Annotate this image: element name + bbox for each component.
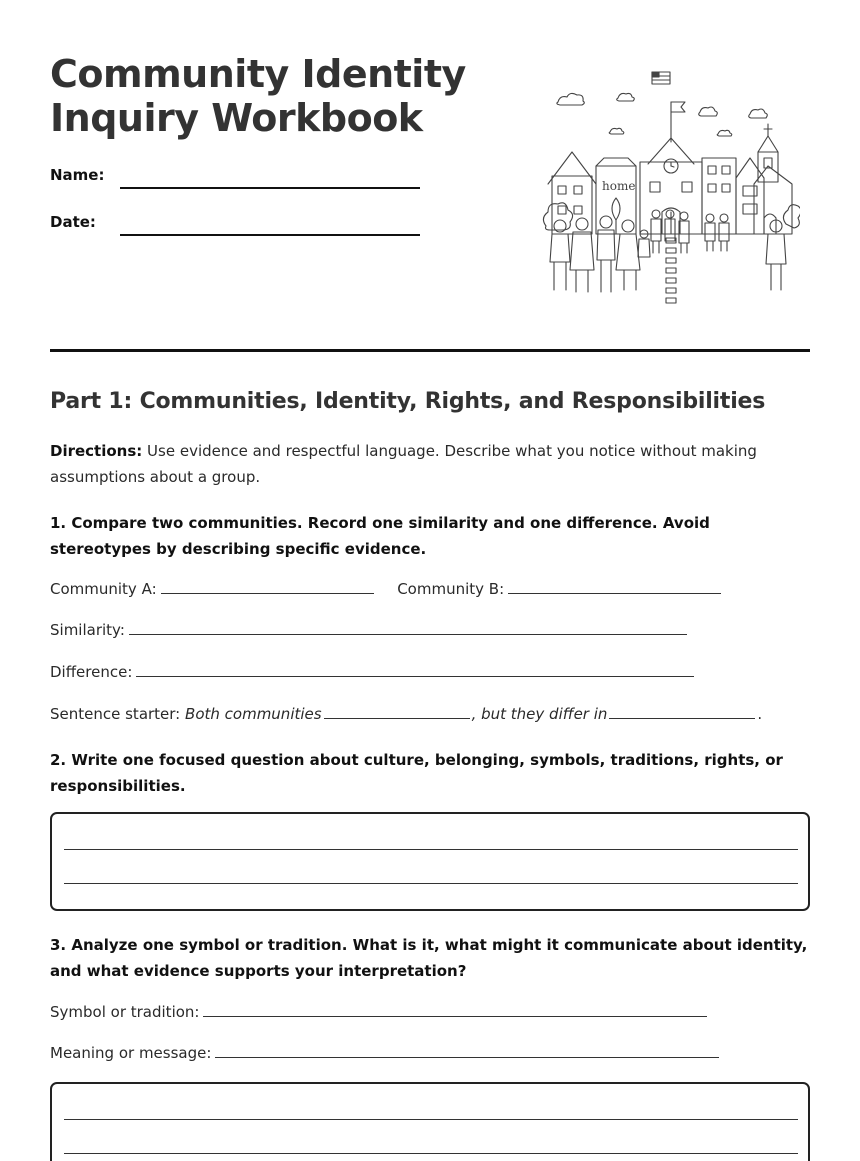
sentence-starter-row bbox=[50, 703, 762, 725]
question-1-prompt: 1. Compare two communities. Record one similarity and one difference. Avoid stereotypes by describing specific evidence. bbox=[50, 514, 710, 558]
starter-part-1: Both communities bbox=[185, 705, 322, 723]
school-icon bbox=[640, 102, 702, 234]
page-title bbox=[50, 52, 520, 140]
section-title: Part 1: Communities, Identity, Rights, and Responsibilities bbox=[50, 389, 766, 414]
starter-blank-1[interactable] bbox=[324, 704, 470, 719]
home-building-icon bbox=[596, 158, 636, 234]
answer-line bbox=[64, 1153, 798, 1154]
starter-end: . bbox=[757, 705, 763, 723]
meaning-label: Meaning or message: bbox=[50, 1044, 212, 1062]
question-2-answer-box[interactable] bbox=[50, 812, 810, 911]
date-field[interactable] bbox=[50, 213, 430, 243]
community-a-blank[interactable] bbox=[161, 579, 374, 594]
flag-icon bbox=[652, 72, 670, 84]
symbol-blank[interactable] bbox=[203, 1002, 707, 1017]
directions-label: Directions: bbox=[50, 442, 143, 460]
starter-blank-2[interactable] bbox=[609, 704, 755, 719]
community-row bbox=[50, 578, 721, 600]
meaning-blank[interactable] bbox=[215, 1043, 719, 1058]
title-line-2: Inquiry Workbook bbox=[50, 96, 423, 140]
difference-label: Difference: bbox=[50, 663, 133, 681]
community-a-label: Community A: bbox=[50, 580, 157, 598]
answer-line bbox=[64, 849, 798, 850]
starter-label: Sentence starter: bbox=[50, 705, 181, 723]
answer-line bbox=[64, 1119, 798, 1120]
meaning-row bbox=[50, 1042, 719, 1064]
question-3-prompt: 3. Analyze one symbol or tradition. What is it, what might it communicate about identity, and what evidence supports your interpretation? bbox=[50, 936, 808, 980]
starter-part-2: , but they differ in bbox=[471, 705, 608, 723]
symbol-row bbox=[50, 1001, 707, 1023]
title-line-1: Community Identity bbox=[50, 52, 466, 96]
question-3-answer-box[interactable] bbox=[50, 1082, 810, 1161]
symbol-label: Symbol or tradition: bbox=[50, 1003, 200, 1021]
church-icon bbox=[754, 124, 792, 234]
directions bbox=[50, 438, 810, 490]
directions-text: Use evidence and respectful language. Describe what you notice without making assumptions about a group. bbox=[50, 442, 757, 486]
name-line[interactable] bbox=[120, 187, 420, 189]
name-label: Name: bbox=[50, 166, 105, 184]
header-divider bbox=[50, 349, 810, 352]
question-2-prompt: 2. Write one focused question about culture, belonging, symbols, traditions, rights, or responsibilities. bbox=[50, 751, 783, 795]
community-b-blank[interactable] bbox=[508, 579, 721, 594]
difference-row bbox=[50, 661, 694, 683]
answer-line bbox=[64, 883, 798, 884]
date-line[interactable] bbox=[120, 234, 420, 236]
path-icon bbox=[666, 238, 676, 303]
cloud-icon bbox=[557, 93, 767, 136]
similarity-row bbox=[50, 619, 687, 641]
date-label: Date: bbox=[50, 213, 96, 231]
similarity-label: Similarity: bbox=[50, 621, 125, 639]
people-icon bbox=[550, 210, 786, 292]
similarity-blank[interactable] bbox=[129, 620, 687, 635]
name-field[interactable] bbox=[50, 166, 430, 196]
community-illustration bbox=[540, 66, 800, 310]
community-b-label: Community B: bbox=[397, 580, 505, 598]
difference-blank[interactable] bbox=[136, 662, 694, 677]
svg-text:home: home bbox=[602, 179, 636, 193]
